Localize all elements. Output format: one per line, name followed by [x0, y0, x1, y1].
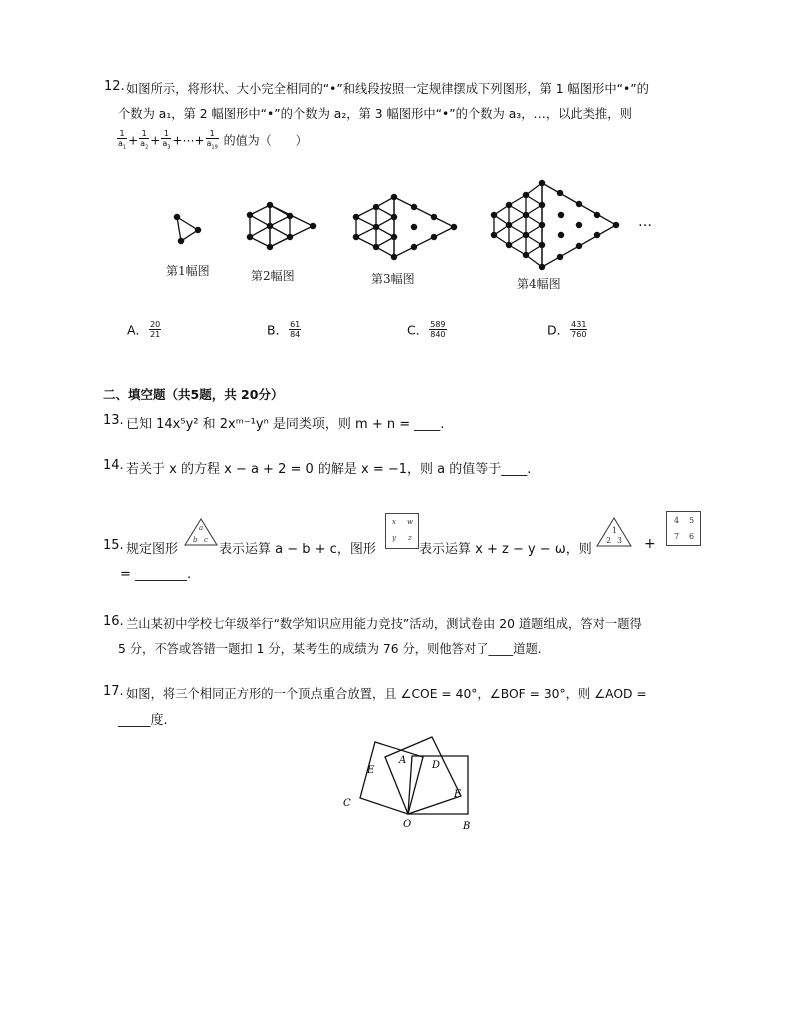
square-oce: [360, 742, 423, 814]
square-4576-figure: [666, 511, 701, 546]
q17-line1: 如图，将三个相同正方形的一个顶点重合放置，且 ∠COE = 40°，∠BOF = 30°，则 ∠AOD =: [126, 687, 647, 701]
fraction-1-a19: $\frac{1}{a_{19}}$: [206, 129, 218, 151]
q15-part2: 表示运算 a − b + c，图形: [219, 542, 376, 557]
figure-4: [491, 180, 618, 269]
q13-number: 13.: [103, 413, 124, 428]
choice-c[interactable]: [407, 320, 448, 339]
q12-dot-figures: [160, 175, 640, 275]
box2-tl: 4: [674, 516, 680, 525]
choice-d-letter: D．: [547, 322, 570, 338]
q12-expr-tail: 的值为（ ）: [223, 133, 308, 148]
q16-number: 16.: [103, 614, 124, 629]
choice-b[interactable]: [267, 320, 302, 339]
choice-c-letter: C．: [407, 322, 429, 338]
q15-part3: 表示运算 x + z − y − ω，则: [419, 542, 592, 557]
label-d: D: [432, 760, 441, 771]
q14-text: 若关于 x 的方程 x − a + 2 = 0 的解是 x = −1，则 a 的值等于____.: [126, 462, 532, 477]
choice-b-fraction: $\frac{61}{84}$: [290, 320, 301, 339]
tri1-c: c: [204, 536, 208, 544]
q14-number: 14.: [103, 458, 124, 473]
q15-part1: 规定图形: [126, 542, 179, 557]
box1-x: x: [392, 518, 396, 526]
tri2-top: 1: [612, 526, 618, 535]
figure-1-label: 第1幅图: [166, 264, 210, 278]
q13-text: 已知 14x⁵y² 和 2xᵐ⁻¹yⁿ 是同类项，则 m + n = ____.: [126, 417, 445, 432]
choice-a-fraction: $\frac{20}{21}$: [150, 320, 161, 339]
figure-1: [174, 214, 200, 243]
box1-y: y: [392, 534, 396, 542]
figure-3-label: 第3幅图: [371, 272, 415, 286]
section-title: 二、填空题（共5题，共 20分）: [103, 387, 284, 402]
box2-tr: 5: [689, 516, 695, 525]
q15-answer-line: = ________.: [120, 567, 192, 582]
label-a: A: [399, 755, 407, 766]
box1-w: w: [407, 518, 413, 526]
q12-line1: 如图所示，将形状、大小完全相同的“•”和线段按照一定规律摆成下列图形，第 1 幅图形中“•”的: [126, 82, 649, 96]
fraction-1-a1: $\frac{1}{a_1}$: [118, 129, 127, 151]
square-xwyz-figure: [385, 513, 419, 549]
label-o: O: [403, 819, 412, 830]
triangle-abc-figure: [183, 517, 219, 547]
choice-b-letter: B．: [267, 322, 289, 338]
q16-line2: 5 分，不答或答错一题扣 1 分，某考生的成绩为 76 分，则他答对了____道题.: [118, 642, 542, 656]
q12-number: 12.: [104, 79, 125, 94]
box1-z: z: [408, 534, 412, 542]
tri2-br: 3: [617, 536, 623, 545]
figure-4-label: 第4幅图: [517, 277, 561, 291]
choice-a[interactable]: [127, 320, 162, 339]
q12-sum-expression: $\frac{1}{a_1}$ + $\frac{1}{a_2}$ + $\frac{1}{a_3}$ +⋯+ $\frac{1}{a_{19}}$ 的值为（ ）: [118, 129, 308, 151]
ellipsis: …: [638, 214, 652, 230]
tri1-a: a: [199, 524, 204, 532]
label-b: B: [463, 821, 471, 832]
figure-2: [247, 202, 315, 249]
choice-c-fraction: $\frac{589}{840}$: [430, 320, 446, 339]
three-squares-figure: [335, 733, 485, 833]
fraction-1-a2: $\frac{1}{a_2}$: [140, 129, 149, 151]
figure-3: [353, 194, 456, 259]
q15-number: 15.: [103, 538, 124, 553]
label-e: E: [367, 765, 375, 776]
fraction-1-a3: $\frac{1}{a_3}$: [162, 129, 171, 151]
tri2-bl: 2: [606, 536, 612, 545]
q15-plus: +: [644, 536, 656, 552]
box2-br: 6: [689, 532, 695, 541]
label-c: C: [343, 798, 351, 809]
choice-a-letter: A．: [127, 322, 149, 338]
box2-bl: 7: [674, 532, 680, 541]
triangle-123-figure: [595, 516, 633, 548]
q12-line2: 个数为 a₁，第 2 幅图形中“•”的个数为 a₂，第 3 幅图形中“•”的个数为 a₃，…，以此类推，则: [118, 107, 632, 121]
label-f: F: [454, 789, 461, 800]
choice-d[interactable]: [547, 320, 588, 339]
tri1-b: b: [193, 536, 198, 544]
q17-number: 17.: [103, 684, 124, 699]
q17-line2: _____度.: [118, 713, 168, 728]
q16-line1: 兰山某初中学校七年级举行“数学知识应用能力竞技”活动，测试卷由 20 道题组成，答对一题得: [126, 617, 642, 631]
choice-d-fraction: $\frac{431}{760}$: [571, 320, 587, 339]
figure-2-label: 第2幅图: [251, 269, 295, 283]
